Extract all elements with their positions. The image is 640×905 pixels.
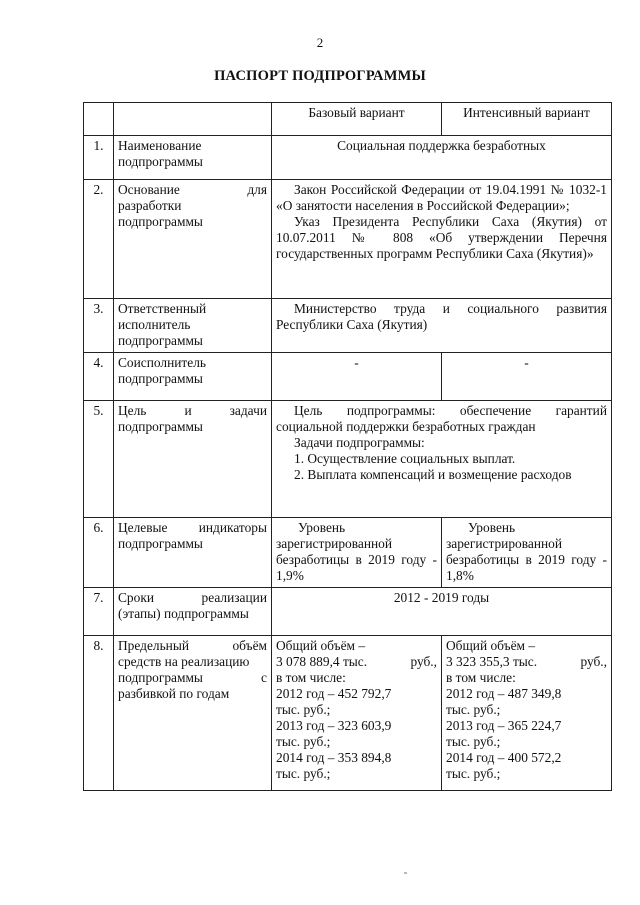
row-label: Соисполнитель подпрограммы [114, 353, 272, 401]
page-number: 2 [316, 35, 324, 50]
header-base: Базовый вариант [272, 103, 442, 136]
table-row [84, 180, 612, 299]
row-number: 8. [84, 636, 114, 791]
table-row [84, 588, 612, 636]
table-row [84, 636, 612, 791]
row-value-base: Общий объём – 3 078 889,4 тыс. руб., в том числе: 2012 год – 452 792,7 тыс. руб.; 2013 год – 323 603,9 тыс. руб.; 2014 год – 353 894,8 тыс. руб.; [272, 636, 442, 791]
row-label: Наименование подпрограммы [114, 136, 272, 180]
row-value: Цель подпрограммы: обеспечение гарантий социальной поддержки безработных граждан Задачи подпрограммы: 1. Осуществление социальных выплат. 2. Выплата компенсаций и возмещение расходов [272, 401, 612, 518]
row-label: Основание для разработки подпрограммы [114, 180, 272, 299]
row-value: Социальная поддержка безработных [272, 136, 612, 180]
row-number: 1. [84, 136, 114, 180]
row-number: 3. [84, 299, 114, 353]
row-number: 4. [84, 353, 114, 401]
table-row [84, 136, 612, 180]
table-row [84, 518, 612, 588]
row-label: Сроки реализации (этапы) подпрограммы [114, 588, 272, 636]
document-title: ПАСПОРТ ПОДПРОГРАММЫ [214, 68, 426, 84]
row-number: 2. [84, 180, 114, 299]
row-value-intensive: Уровень зарегистрированной безработицы в 2019 году - 1,8% [442, 518, 612, 588]
row-label: Предельный объём средств на реализацию подпрограммы с разбивкой по годам [114, 636, 272, 791]
scan-speck [404, 872, 407, 874]
row-label: Целевые индикаторы подпрограммы [114, 518, 272, 588]
row-label: Цель и задачи подпрограммы [114, 401, 272, 518]
row-value: 2012 - 2019 годы [272, 588, 612, 636]
row-value-intensive: Общий объём – 3 323 355,3 тыс. руб., в том числе: 2012 год – 487 349,8 тыс. руб.; 2013 год – 365 224,7 тыс. руб.; 2014 год – 400 572,2 тыс. руб.; [442, 636, 612, 791]
row-value-intensive: - [442, 353, 612, 401]
row-label: Ответственный исполнитель подпрограммы [114, 299, 272, 353]
table-row [84, 299, 612, 353]
row-value: Закон Российской Федерации от 19.04.1991 № 1032-1 «О занятости населения в Российской Федерации»; Указ Президента Республики Саха (Якутия) от 10.07.2011 № 808 «Об утверждении Перечня государственных программ Республики Саха (Якутия)» [272, 180, 612, 299]
table-row [84, 401, 612, 518]
table-header-row [84, 103, 612, 136]
passport-table [83, 102, 612, 791]
row-number: 7. [84, 588, 114, 636]
row-value-base: Уровень зарегистрированной безработицы в 2019 году - 1,9% [272, 518, 442, 588]
row-value-base: - [272, 353, 442, 401]
row-value: Министерство труда и социального развития Республики Саха (Якутия) [272, 299, 612, 353]
row-number: 5. [84, 401, 114, 518]
header-intensive: Интенсивный вариант [442, 103, 612, 136]
row-number: 6. [84, 518, 114, 588]
table-row [84, 353, 612, 401]
